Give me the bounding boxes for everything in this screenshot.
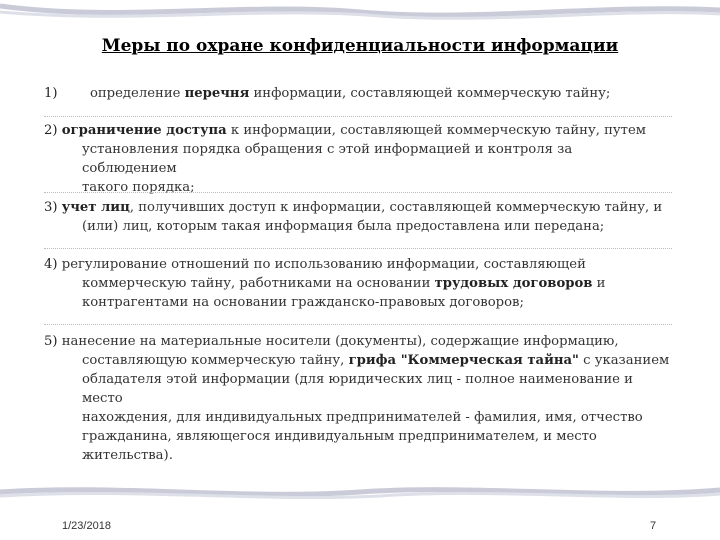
item-bold-text: перечня [184, 86, 250, 101]
item-text: нахождения, для индивидуальных предпринимателей - фамилия, имя, отчество [82, 410, 643, 425]
item-text: определение [89, 86, 185, 101]
item-text: коммерческую тайну, работниками на основании [82, 276, 435, 291]
item-number: 1) [44, 86, 58, 101]
divider [44, 324, 672, 325]
item-text: гражданина, являющегося индивидуальным предпринимателем, и место жительства). [82, 429, 597, 463]
item-text: с указанием [578, 353, 670, 368]
item-number: 2) [44, 123, 58, 138]
item-text: (или) лиц, которым такая информация была предоставлена или передана; [82, 219, 605, 234]
item-number: 5) [44, 334, 58, 349]
item-text: к информации, составляющей коммерческую тайну, путем [226, 123, 647, 138]
page-number: 7 [650, 520, 657, 532]
list-item-3 [44, 198, 670, 236]
item-text: такого порядка; [82, 180, 195, 195]
item-text: обладателя этой информации (для юридических лиц - полное наименование и место [82, 372, 633, 406]
list-item-5 [44, 332, 670, 465]
item-text: информации, составляющей коммерческую тайну; [249, 86, 611, 101]
slide-title: Меры по охране конфиденциальности информации [101, 36, 619, 56]
divider [44, 248, 672, 249]
item-number: 4) [44, 257, 58, 272]
bottom-wave-decoration [0, 482, 720, 504]
item-text: и [592, 276, 606, 291]
item-text: установления порядка обращения с этой информацией и контроля за соблюдением [82, 142, 573, 176]
divider [44, 192, 672, 193]
divider [44, 116, 672, 117]
list-item-4 [44, 255, 670, 312]
item-number: 3) [44, 200, 58, 215]
item-text: составляющую коммерческую тайну, [82, 353, 349, 368]
item-text: регулирование отношений по использованию информации, составляющей [61, 257, 586, 272]
top-wave-decoration [0, 0, 720, 28]
item-text: нанесение на материальные носители (документы), содержащие информацию, [61, 334, 619, 349]
item-bold-text: ограничение доступа [61, 123, 227, 138]
item-bold-text: трудовых договоров [434, 276, 593, 291]
item-text: , получивших доступ к информации, составляющей коммерческую тайну, и [129, 200, 663, 215]
footer-date: 1/23/2018 [62, 520, 111, 532]
list-item-1 [44, 84, 670, 103]
list-item-2 [44, 121, 670, 197]
item-text: контрагентами на основании гражданско-правовых договоров; [82, 295, 524, 310]
item-bold-text: грифа "Коммерческая тайна" [348, 353, 579, 368]
item-bold-text: учет лиц [61, 200, 130, 215]
